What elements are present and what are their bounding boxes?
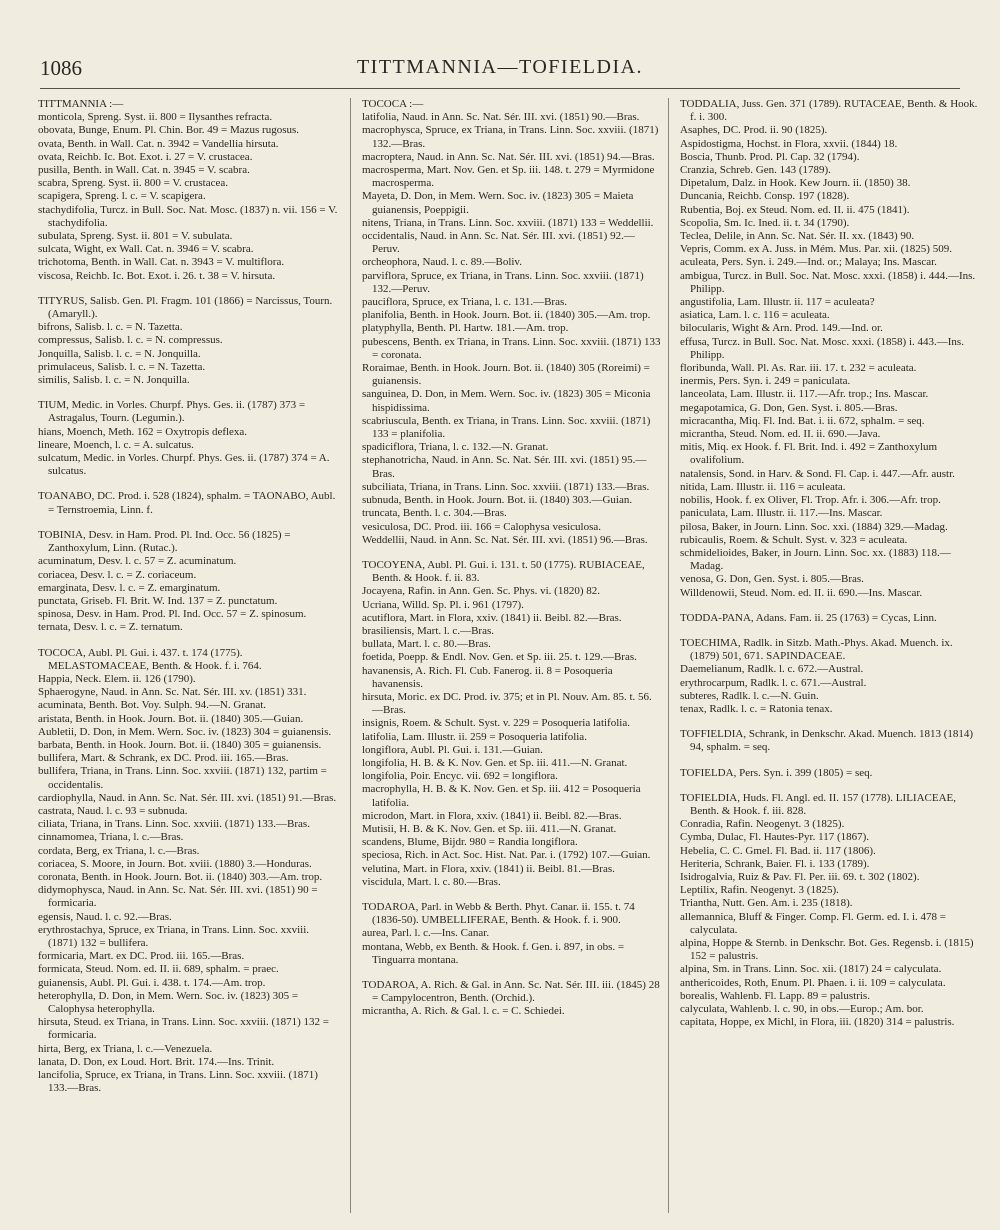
species-entry: hirsuta, Moric. ex DC. Prod. iv. 375; et in Pl. Nouv. Am. 85. t. 56.—Bras. [362, 690, 652, 717]
species-entry: megapotamica, G. Don, Gen. Syst. i. 805.—Bras. [680, 401, 898, 414]
species-entry: Jonquilla, Salisb. l. c. = N. Jonquilla. [38, 347, 201, 360]
species-entry: coriacea, S. Moore, in Journ. Bot. xviii. (1880) 3.—Honduras. [38, 857, 312, 870]
species-entry: Scopolia, Sm. Ic. Ined. ii. t. 34 (1790). [680, 216, 850, 229]
species-entry: Triantha, Nutt. Gen. Am. i. 235 (1818). [680, 897, 853, 910]
species-entry: lancifolia, Spruce, ex Triana, in Trans. Linn. Soc. xxviii. (1871) 133.—Bras. [38, 1069, 318, 1095]
genus-entry: TOCOCA, Aubl. Pl. Gui. i. 437. t. 174 (1775). MELASTOMACEAE, Benth. & Hook. f. i. 764. [38, 646, 262, 672]
genus-entry: TODDALIA, Juss. Gen. 371 (1789). RUTACEAE, Benth. & Hook. f. i. 300. [680, 98, 978, 124]
species-entry: anthericoides, Roth, Enum. Pl. Phaen. i. ii. 109 = calyculata. [680, 976, 946, 989]
species-entry: Isidrogalvia, Ruiz & Pav. Fl. Per. iii. 69. t. 302 (1802). [680, 870, 920, 883]
species-entry: subnuda, Benth. in Hook. Journ. Bot. ii. (1840) 303.—Guian. [362, 494, 633, 507]
species-entry: truncata, Benth. l. c. 304.—Bras. [362, 507, 507, 520]
species-entry: inermis, Pers. Syn. i. 249 = paniculata. [680, 375, 851, 388]
species-entry: alpina, Hoppe & Sternb. in Denkschr. Bot. Ges. Regensb. i. (1815) 152 = palustris. [680, 936, 974, 963]
species-entry: calyculata, Wahlenb. l. c. 90, in obs.—Europ.; Am. bor. [680, 1003, 924, 1015]
genus-entry: TOFFIELDIA, Schrank, in Denkschr. Akad. Muench. 1813 (1814) 94, sphalm. = seq. [680, 728, 974, 754]
species-entry: Leptilix, Rafin. Neogenyt. 3 (1825). [680, 884, 839, 897]
species-entry: acutiflora, Mart. in Flora, xxiv. (1841) ii. Beibl. 82.—Bras. [362, 611, 622, 624]
species-entry: Happia, Neck. Elem. ii. 126 (1790). [38, 672, 196, 685]
species-entry: Weddellii, Naud. in Ann. Sc. Nat. Sér. III. xvi. (1851) 96.—Bras. [362, 533, 648, 546]
species-entry: Daemelianum, Radlk. l. c. 672.—Austral. [680, 663, 864, 676]
species-entry: scabra, Spreng. Syst. ii. 800 = V. crustacea. [38, 177, 229, 190]
species-entry: Dipetalum, Dalz. in Hook. Kew Journ. ii. (1850) 38. [680, 177, 911, 190]
species-entry: scabriuscula, Benth. ex Triana, in Trans. Linn. Soc. xxviii. (1871) 133 = planifolia. [362, 414, 651, 441]
species-entry: macrosperma, Mart. Nov. Gen. et Sp. iii. 148. t. 279 = Myrmidone macrosperma. [362, 164, 655, 190]
species-entry: Aubletii, D. Don, in Mem. Wern. Soc. iv. (1823) 304 = guianensis. [38, 725, 332, 738]
species-entry: lineare, Moench, l. c. = A. sulcatus. [38, 438, 194, 451]
species-entry: rubicaulis, Roem. & Schult. Syst. v. 323 = aculeata. [680, 533, 908, 546]
species-entry: sulcatum, Medic. in Vorles. Churpf. Phys. Ges. ii. (1787) 374 = A. sulcatus. [38, 452, 330, 478]
species-entry: aurea, Parl. l. c.—Ins. Canar. [362, 927, 490, 940]
species-entry: Vepris, Comm. ex A. Juss. in Mém. Mus. Par. xii. (1825) 509. [680, 243, 952, 256]
species-entry: ovata, Benth. in Wall. Cat. n. 3942 = Vandellia hirsuta. [38, 137, 279, 150]
species-entry: subciliata, Triana, in Trans. Linn. Soc. xxviii. (1871) 133.—Bras. [362, 480, 650, 493]
page-number: 1086 [40, 56, 82, 80]
species-entry: Boscia, Thunb. Prod. Pl. Cap. 32 (1794). [680, 150, 860, 163]
species-entry: cardiophylla, Naud. in Ann. Sc. Nat. Sér. III. xvi. (1851) 91.—Bras. [38, 791, 337, 804]
species-entry: pauciflora, Spruce, ex Triana, l. c. 131.—Bras. [362, 296, 567, 309]
species-entry: punctata, Griseb. Fl. Brit. W. Ind. 137 = Z. punctatum. [38, 594, 278, 607]
species-entry: parviflora, Spruce, ex Triana, in Trans. Linn. Soc. xxviii. (1871) 132.—Peruv. [362, 269, 644, 295]
species-entry: monticola, Spreng. Syst. ii. 800 = Ilysanthes refracta. [38, 111, 273, 124]
species-entry: lanata, D. Don, ex Loud. Hort. Brit. 174.—Ins. Trinit. [38, 1055, 275, 1068]
species-entry: stephanotricha, Naud. in Ann. Sc. Nat. Sér. III. xvi. (1851) 95.—Bras. [362, 454, 647, 480]
genus-entry: TOBINIA, Desv. in Ham. Prod. Pl. Ind. Occ. 56 (1825) = Zanthoxylum, Linn. (Rutac.). [38, 528, 291, 555]
species-entry: pubescens, Benth. ex Triana, in Trans. Linn. Soc. xxviii. (1871) 133 = coronata. [362, 335, 661, 361]
species-entry: bifrons, Salisb. l. c. = N. Tazetta. [38, 321, 183, 334]
species-entry: latifolia, Naud. in Ann. Sc. Nat. Sér. III. xvi. (1851) 90.—Bras. [362, 111, 640, 124]
species-entry: speciosa, Rich. in Act. Soc. Hist. Nat. Par. i. (1792) 107.—Guian. [362, 849, 651, 862]
species-entry: pilosa, Baker, in Journ. Linn. Soc. xxi. (1884) 329.—Madag. [680, 520, 948, 533]
species-entry: didymophysca, Naud. in Ann. Sc. Nat. Sér. III. xvi. (1851) 90 = formicaria. [38, 884, 318, 910]
species-entry: Asaphes, DC. Prod. ii. 90 (1825). [680, 124, 828, 137]
species-entry: paniculata, Lam. Illustr. ii. 117.—Ins. Mascar. [680, 507, 883, 520]
species-entry: effusa, Turcz. in Bull. Soc. Nat. Mosc. xxxi. (1858) i. 443.—Ins. Philipp. [680, 335, 964, 361]
genus-entry: TOFIELDIA, Huds. Fl. Angl. ed. II. 157 (1778). LILIACEAE, Benth. & Hook. f. iii. 828. [680, 791, 956, 817]
genus-entry: TODAROA, A. Rich. & Gal. in Ann. Sc. Nat. Sér. III. iii. (1845) 28 = Campylocentron, Benth. (Orchid.). [362, 979, 660, 1005]
species-entry: Sphaerogyne, Naud. in Ann. Sc. Nat. Sér. III. xv. (1851) 331. [38, 686, 307, 699]
genus-entry: TODDA-PANA, Adans. Fam. ii. 25 (1763) = Cycas, Linn. [680, 611, 937, 624]
genus-entry: TOFIELDA, Pers. Syn. i. 399 (1805) = seq. [680, 766, 873, 779]
species-entry: foetida, Poepp. & Endl. Nov. Gen. et Sp. iii. 25. t. 129.—Bras. [362, 651, 637, 664]
species-entry: Duncania, Reichb. Consp. 197 (1828). [680, 190, 850, 203]
species-entry: pusilla, Benth. in Wall. Cat. n. 3945 = V. scabra. [38, 164, 250, 177]
species-entry: nitida, Lam. Illustr. ii. 116 = aculeata. [680, 480, 846, 493]
species-entry: scandens, Blume, Bijdr. 980 = Randia longiflora. [362, 836, 578, 849]
species-entry: Rubentia, Boj. ex Steud. Nom. ed. II. ii. 475 (1841). [680, 203, 910, 216]
species-entry: nobilis, Hook. f. ex Oliver, Fl. Trop. Afr. i. 306.—Afr. trop. [680, 494, 941, 507]
species-entry: platyphylla, Benth. Pl. Hartw. 181.—Am. trop. [362, 322, 569, 335]
species-entry: acuminata, Benth. Bot. Voy. Sulph. 94.—N. Granat. [38, 699, 267, 712]
species-entry: micrantha, Steud. Nom. ed. II. ii. 690.—Java. [680, 428, 881, 441]
genus-entry: TITTMANNIA :— [38, 98, 124, 110]
species-entry: alpina, Sm. in Trans. Linn. Soc. xii. (1817) 24 = calyculata. [680, 963, 942, 976]
species-entry: orcheophora, Naud. l. c. 89.—Boliv. [362, 256, 522, 269]
species-entry: trichotoma, Benth. in Wall. Cat. n. 3943 = V. multiflora. [38, 256, 285, 269]
genus-entry: TIUM, Medic. in Vorles. Churpf. Phys. Ges. ii. (1787) 373 = Astragalus, Tourn. (Legumin.). [38, 399, 306, 425]
species-entry: primulaceus, Salisb. l. c. = N. Tazetta. [38, 360, 206, 373]
species-entry: Conradia, Rafin. Neogenyt. 3 (1825). [680, 818, 845, 831]
column-divider-2 [668, 98, 669, 1213]
species-entry: subulata, Spreng. Syst. ii. 801 = V. subulata. [38, 230, 233, 243]
species-entry: spadiciflora, Triana, l. c. 132.—N. Granat. [362, 441, 549, 454]
species-entry: Jocayena, Rafin. in Ann. Gen. Sc. Phys. vi. (1820) 82. [362, 585, 600, 598]
species-entry: lanceolata, Lam. Illustr. ii. 117.—Afr. trop.; Ins. Mascar. [680, 388, 929, 401]
running-title: TITTMANNIA—TOFIELDIA. [356, 56, 644, 78]
genus-entry: TOCOCA :— [362, 98, 424, 110]
species-entry: stachydifolia, Turcz. in Bull. Soc. Nat. Mosc. (1837) n. vii. 156 = V. stachydifolia. [38, 203, 338, 229]
species-entry: macrophysca, Spruce, ex Triana, in Trans. Linn. Soc. xxviii. (1871) 132.—Bras. [362, 124, 659, 150]
species-entry: compressus, Salisb. l. c. = N. compressus. [38, 334, 223, 347]
species-entry: Teclea, Delile, in Ann. Sc. Nat. Sér. II. xx. (1843) 90. [680, 230, 915, 243]
species-entry: aculeata, Pers. Syn. i. 249.—Ind. or.; Malaya; Ins. Mascar. [680, 256, 937, 269]
species-entry: Mayeta, D. Don, in Mem. Wern. Soc. iv. (1823) 305 = Maieta guianensis, Poeppigii. [362, 190, 634, 216]
species-entry: bullata, Mart. l. c. 80.—Bras. [362, 638, 491, 651]
species-entry: macrophylla, H. B. & K. Nov. Gen. et Sp. iii. 412 = Posoqueria latifolia. [362, 783, 641, 809]
genus-entry: TITYRUS, Salisb. Gen. Pl. Fragm. 101 (1866) = Narcissus, Tourn. (Amaryll.). [38, 294, 333, 321]
species-entry: micrantha, A. Rich. & Gal. l. c. = C. Schiedei. [362, 1005, 565, 1018]
species-entry: guianensis, Aubl. Pl. Gui. i. 438. t. 174.—Am. trop. [38, 976, 266, 989]
species-entry: ovata, Reichb. Ic. Bot. Exot. i. 27 = V. crustacea. [38, 150, 253, 163]
species-entry: velutina, Mart. in Flora, xxiv. (1841) ii. Beibl. 81.—Bras. [362, 862, 615, 875]
genus-entry: TOANABO, DC. Prod. i. 528 (1824), sphalm. = TAONABO, Aubl. = Ternstroemia, Linn. f. [38, 490, 336, 516]
species-entry: vesiculosa, DC. Prod. iii. 166 = Calophysa vesiculosa. [362, 520, 602, 533]
species-entry: Willdenowii, Steud. Nom. ed. II. ii. 690.—Ins. Mascar. [680, 586, 923, 599]
species-entry: viscidula, Mart. l. c. 80.—Bras. [362, 875, 501, 888]
species-entry: formicaria, Mart. ex DC. Prod. iii. 165.—Bras. [38, 950, 245, 963]
running-header [40, 56, 960, 90]
species-entry: mitis, Miq. ex Hook. f. Fl. Brit. Ind. i. 492 = Zanthoxylum ovalifolium. [680, 441, 938, 467]
species-entry: spinosa, Desv. in Ham. Prod. Pl. Ind. Occ. 57 = Z. spinosum. [38, 608, 307, 621]
column-divider-1 [350, 98, 351, 1213]
species-entry: micracantha, Miq. Fl. Ind. Bat. i. ii. 672, sphalm. = seq. [680, 414, 925, 427]
genus-entry: TODAROA, Parl. in Webb & Berth. Phyt. Canar. ii. 155. t. 74 (1836-50). UMBELLIFERAE, Benth. & Hook. f. i. 900. [362, 900, 635, 927]
species-entry: emarginata, Desv. l. c. = Z. emarginatum. [38, 581, 221, 594]
species-entry: similis, Salisb. l. c. = N. Jonquilla. [38, 374, 190, 387]
species-entry: formicata, Steud. Nom. ed. II. ii. 689, sphalm. = praec. [38, 963, 279, 976]
species-entry: montana, Webb, ex Benth. & Hook. f. Gen. i. 897, in obs. = Tinguarra montana. [362, 940, 625, 966]
species-entry: hians, Moench, Meth. 162 = Oxytropis deflexa. [38, 425, 248, 438]
species-entry: latifolia, Lam. Illustr. ii. 259 = Posoqueria latifolia. [362, 730, 587, 743]
species-entry: ternata, Desv. l. c. = Z. ternatum. [38, 621, 183, 634]
species-entry: Cymba, Dulac, Fl. Hautes-Pyr. 117 (1867). [680, 831, 870, 844]
species-entry: hirta, Berg, ex Triana, l. c.—Venezuela. [38, 1042, 213, 1055]
species-entry: cordata, Berg, ex Triana, l. c.—Bras. [38, 844, 200, 857]
species-entry: macroptera, Naud. in Ann. Sc. Nat. Sér. III. xvi. (1851) 94.—Bras. [362, 150, 655, 163]
species-entry: brasiliensis, Mart. l. c.—Bras. [362, 624, 494, 637]
species-entry: venosa, G. Don, Gen. Syst. i. 805.—Bras. [680, 573, 864, 586]
species-entry: planifolia, Benth. in Hook. Journ. Bot. ii. (1840) 305.—Am. trop. [362, 309, 651, 322]
species-entry: coriacea, Desv. l. c. = Z. coriaceum. [38, 568, 197, 581]
species-entry: coronata, Benth. in Hook. Journ. Bot. ii. (1840) 303.—Am. trop. [38, 870, 323, 883]
species-entry: bullifera, Triana, in Trans. Linn. Soc. xxviii. (1871) 132, partim = occidentalis. [38, 765, 327, 791]
species-entry: bullifera, Mart. & Schrank, ex DC. Prod. iii. 165.—Bras. [38, 752, 289, 765]
species-entry: capitata, Hoppe, ex Michl, in Flora, iii. (1820) 314 = palustris. [680, 1016, 955, 1029]
species-entry: egensis, Naud. l. c. 92.—Bras. [38, 910, 172, 923]
species-entry: angustifolia, Lam. Illustr. ii. 117 = aculeata? [680, 296, 875, 309]
genus-entry: TOCOYENA, Aubl. Pl. Gui. i. 131. t. 50 (1775). RUBIACEAE, Benth. & Hook. f. ii. 83. [362, 558, 645, 585]
species-entry: Heriteria, Schrank, Baier. Fl. i. 133 (1789). [680, 857, 870, 870]
species-entry: longifolia, Poir. Encyc. vii. 692 = longiflora. [362, 770, 558, 783]
species-entry: longiflora, Aubl. Pl. Gui. i. 131.—Guian. [362, 743, 543, 756]
species-entry: subteres, Radlk. l. c.—N. Guin. [680, 689, 819, 702]
column-2 [362, 98, 662, 1218]
species-entry: viscosa, Reichb. Ic. Bot. Exot. i. 26. t. 38 = V. hirsuta. [38, 269, 276, 282]
species-entry: Mutisii, H. B. & K. Nov. Gen. et Sp. iii. 411.—N. Granat. [362, 822, 617, 835]
species-entry: insignis, Roem. & Schult. Syst. v. 229 = Posoqueria latifolia. [362, 717, 630, 730]
column-3 [680, 98, 980, 1218]
header-rule [40, 88, 960, 89]
species-entry: natalensis, Sond. in Harv. & Sond. Fl. Cap. i. 447.—Afr. austr. [680, 467, 955, 480]
species-entry: barbata, Benth. in Hook. Journ. Bot. ii. (1840) 305 = guianensis. [38, 738, 322, 751]
species-entry: ambigua, Turcz. in Bull. Soc. Nat. Mosc. xxxi. (1858) i. 444.—Ins. Philipp. [680, 269, 976, 295]
species-entry: erythrocarpum, Radlk. l. c. 671.—Austral. [680, 676, 867, 689]
species-entry: occidentalis, Naud. in Ann. Sc. Nat. Sér. III. xvi. (1851) 92.—Peruv. [362, 230, 635, 256]
species-entry: Ucriana, Willd. Sp. Pl. i. 961 (1797). [362, 598, 524, 611]
species-entry: aristata, Benth. in Hook. Journ. Bot. ii. (1840) 305.—Guian. [38, 712, 304, 725]
species-entry: sanguinea, D. Don, in Mem. Wern. Soc. iv. (1823) 305 = Miconia hispidissima. [362, 388, 651, 414]
species-entry: Aspidostigma, Hochst. in Flora, xxvii. (1844) 18. [680, 137, 898, 150]
species-entry: longifolia, H. B. & K. Nov. Gen. et Sp. iii. 411.—N. Granat. [362, 756, 628, 769]
species-entry: Cranzia, Schreb. Gen. 143 (1789). [680, 164, 831, 177]
genus-entry: TOECHIMA, Radlk. in Sitzb. Math.-Phys. Akad. Muench. ix. (1879) 501, 671. SAPINDACEAE. [680, 636, 953, 663]
species-entry: castrata, Naud. l. c. 93 = subnuda. [38, 804, 188, 817]
species-entry: microdon, Mart. in Flora, xxiv. (1841) ii. Beibl. 82.—Bras. [362, 809, 622, 822]
species-entry: asiatica, Lam. l. c. 116 = aculeata. [680, 309, 830, 322]
species-entry: sulcata, Wight, ex Wall. Cat. n. 3946 = V. scabra. [38, 243, 254, 256]
species-entry: Hebelia, C. C. Gmel. Fl. Bad. ii. 117 (1806). [680, 844, 876, 857]
species-entry: allemannica, Bluff & Finger. Comp. Fl. Germ. ed. I. i. 478 = calyculata. [680, 910, 946, 936]
species-entry: erythrostachya, Spruce, ex Triana, in Trans. Linn. Soc. xxviii. (1871) 132 = bullifera. [38, 923, 310, 949]
column-1 [38, 98, 338, 1218]
species-entry: ciliata, Triana, in Trans. Linn. Soc. xxviii. (1871) 133.—Bras. [38, 818, 310, 831]
species-entry: Roraimae, Benth. in Hook. Journ. Bot. ii. (1840) 305 (Roreimi) = guianensis. [362, 362, 650, 388]
species-entry: schmidelioides, Baker, in Journ. Linn. Soc. xx. (1883) 118.—Madag. [680, 546, 951, 573]
species-entry: cinnamomea, Triana, l. c.—Bras. [38, 831, 184, 844]
species-entry: floribunda, Wall. Pl. As. Rar. iii. 17. t. 232 = aculeata. [680, 362, 917, 375]
species-entry: hirsuta, Steud. ex Triana, in Trans. Linn. Soc. xxviii. (1871) 132 = formicaria. [38, 1016, 329, 1042]
species-entry: obovata, Bunge, Enum. Pl. Chin. Bor. 49 = Mazus rugosus. [38, 124, 300, 137]
species-entry: nitens, Triana, in Trans. Linn. Soc. xxviii. (1871) 133 = Weddellii. [362, 216, 654, 229]
species-entry: scapigera, Spreng. l. c. = V. scapigera. [38, 190, 206, 203]
species-entry: acuminatum, Desv. l. c. 57 = Z. acuminatum. [38, 555, 237, 568]
species-entry: heterophylla, D. Don, in Mem. Wern. Soc. iv. (1823) 305 = Calophysa heterophylla. [38, 989, 299, 1015]
species-entry: borealis, Wahlenb. Fl. Lapp. 89 = palustris. [680, 989, 870, 1002]
species-entry: bilocularis, Wight & Arn. Prod. 149.—Ind. or. [680, 322, 883, 335]
species-entry: havanensis, A. Rich. Fl. Cub. Fanerog. ii. 8 = Posoqueria havanensis. [362, 664, 613, 690]
species-entry: tenax, Radlk. l. c. = Ratonia tenax. [680, 702, 833, 715]
